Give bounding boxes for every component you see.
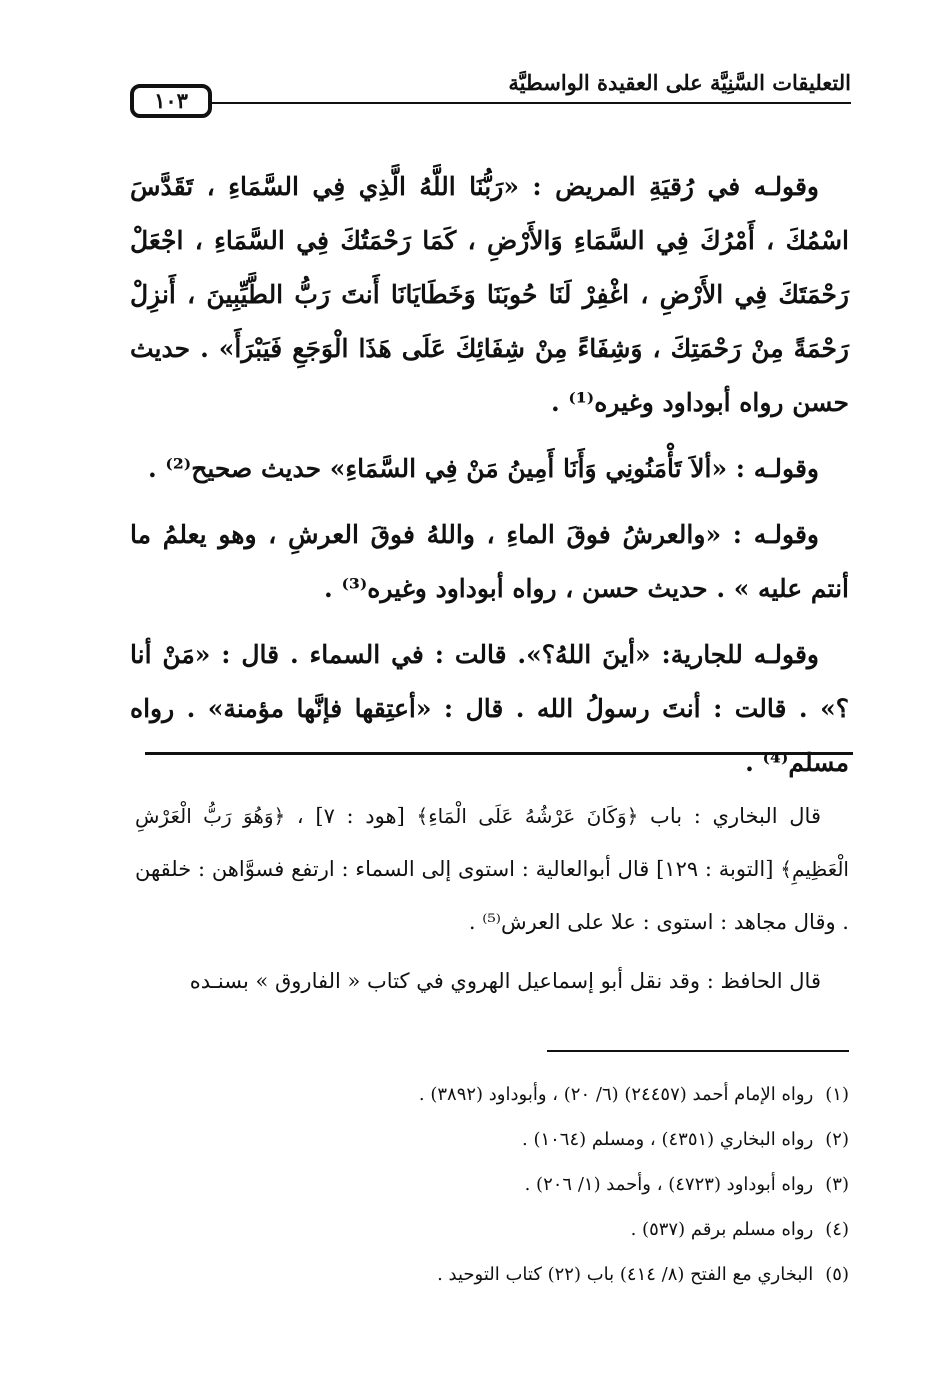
verse-ref-hud: [هود : ٧] ، xyxy=(285,804,417,828)
section-divider xyxy=(145,752,853,755)
commentary-hafiz: قال الحافظ : وقد نقل أبو إسماعيل الهروي في كتاب « الفاروق » بسنـده xyxy=(189,969,821,993)
header-rule xyxy=(210,102,851,104)
footnote-number: (٢) xyxy=(825,1129,849,1150)
footnote-5 xyxy=(135,1252,849,1297)
commentary-intro: قال البخاري : باب xyxy=(638,804,821,828)
footnote-text: رواه أبوداود (٤٧٢٣) ، وأحمد (١/ ٢٠٦) . xyxy=(524,1174,814,1195)
footnote-text: رواه مسلم برقم (٥٣٧) . xyxy=(630,1219,814,1240)
paragraph-arsh: وقولـه : «والعرشُ فوقَ الماءِ ، واللهُ فوقَ العرشِ ، وهو يعلمُ ما أنتم عليه » . حديث حسن ، رواه أبوداود وغيره⁽³⁾ . xyxy=(130,520,849,603)
quran-verse-tawba: ﴿وَهُوَ رَبُّ الْعَرْشِ الْعَظِيمِ﴾ xyxy=(135,804,849,881)
main-text xyxy=(130,160,849,802)
footnote-text: رواه البخاري (٤٣٥١) ، ومسلم (١٠٦٤) . xyxy=(522,1129,814,1150)
footnote-1 xyxy=(135,1072,849,1117)
running-title: التعليقات السَّنِيَّة على العقيدة الواسطيَّة xyxy=(508,70,851,95)
commentary-rest: [التوبة : ١٢٩] قال أبوالعالية : استوى إلى السماء : ارتفع فسوَّاهن : خلقهن . وقال مجاهد : استوى : علا على العرش⁽⁵⁾ . xyxy=(135,857,849,934)
page-header xyxy=(130,64,851,128)
quran-verse-hud: ﴿وَكَانَ عَرْشُهُ عَلَى الْمَاءِ﴾ xyxy=(416,804,639,828)
commentary xyxy=(135,790,849,1014)
page-number: ١٠٣ xyxy=(130,84,212,118)
footnote-3 xyxy=(135,1162,849,1207)
footnote-number: (٤) xyxy=(825,1219,849,1240)
footnote-separator xyxy=(547,1050,849,1052)
paragraph-ruqya: وقولـه في رُقيَةِ المريض : «رَبُّنَا اللَّهُ الَّذِي فِي السَّمَاءِ ، تَقَدَّسَ اسْمُكَ ، أَمْرُكَ فِي السَّمَاءِ وَالأَرْضِ ، كَمَا رَحْمَتُكَ فِي السَّمَاءِ ، اجْعَلْ رَحْمَتَكَ فِي الأَرْضِ ، اغْفِرْ لَنَا حُوبَنَا وَخَطَايَانَا أَنتَ رَبُّ الطَّيِّبِينَ ، أَنزِلْ رَحْمَةً مِنْ رَحْمَتِكَ ، وَشِفَاءً مِنْ شِفَائِكَ عَلَى هَذَا الْوَجَعِ فَيَبْرَأَ» . حديث حسن رواه أبوداود وغيره⁽¹⁾ . xyxy=(130,172,849,417)
footnote-4 xyxy=(135,1207,849,1252)
footnote-2 xyxy=(135,1117,849,1162)
footnote-number: (١) xyxy=(825,1084,849,1105)
footnote-text: البخاري مع الفتح (٨/ ٤١٤) باب (٢٢) كتاب التوحيد . xyxy=(437,1264,814,1285)
footnotes xyxy=(135,1072,849,1297)
footnote-text: رواه الإمام أحمد (٢٤٤٥٧) (٦/ ٢٠) ، وأبوداود (٣٨٩٢) . xyxy=(418,1084,814,1105)
footnote-number: (٥) xyxy=(825,1264,849,1285)
paragraph-jariya: وقولـه للجارية: «أينَ اللهُ؟». قالت : في السماء . قال : «مَنْ أنا ؟» . قالت : أنتَ رسولُ الله . قال : «أعتِقها فإنَّها مؤمنة» . رواه مسلم⁽⁴⁾ . xyxy=(130,640,849,777)
footnote-number: (٣) xyxy=(825,1174,849,1195)
commentary-bukhari xyxy=(135,790,849,949)
paragraph-amin: وقولـه : «ألاَ تَأْمَنُونِي وَأَنَا أَمِينُ مَنْ فِي السَّمَاءِ» حديث صحيح⁽²⁾ . xyxy=(147,454,819,483)
